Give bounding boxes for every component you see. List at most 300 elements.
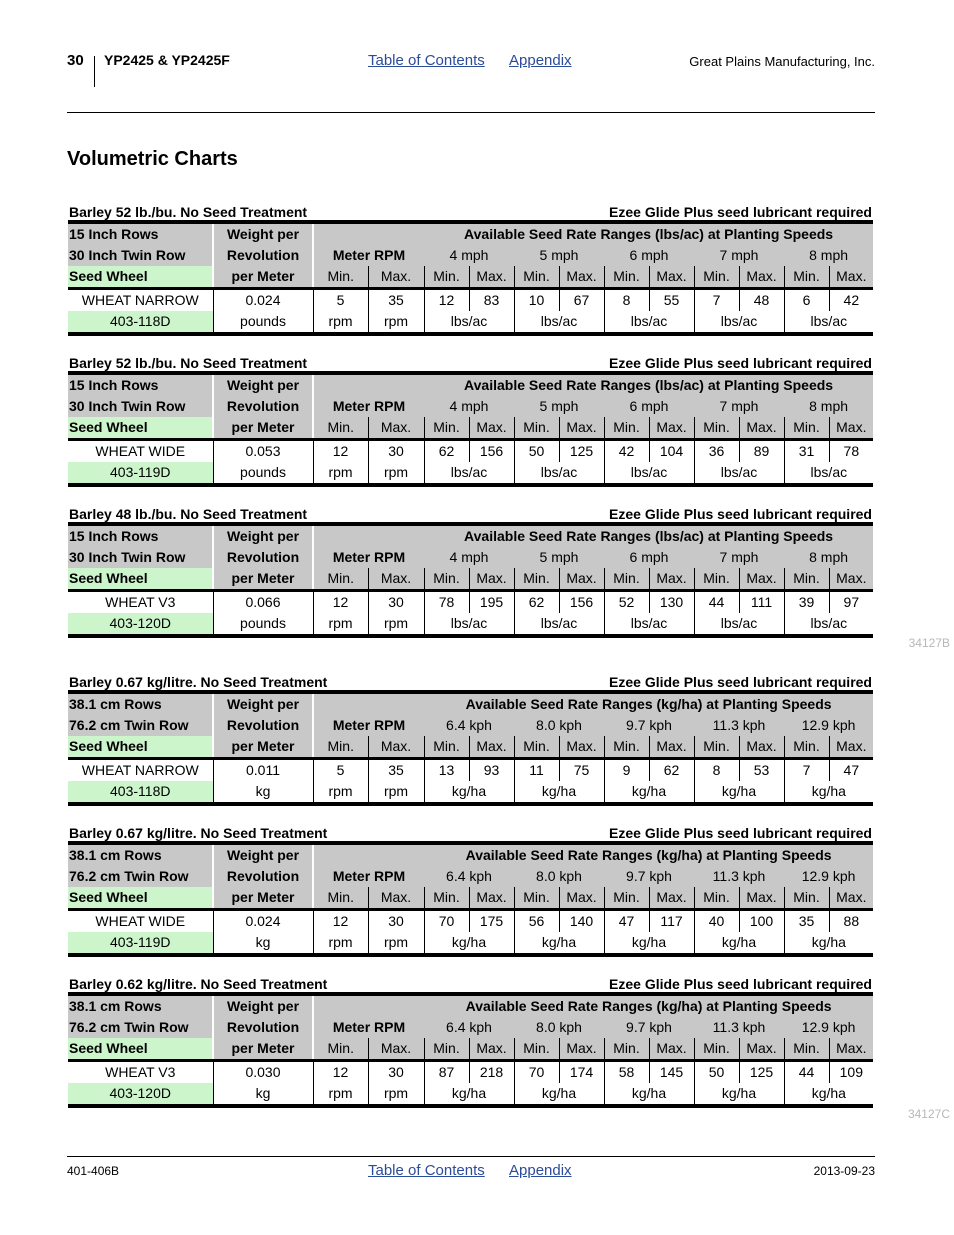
rate-max: 117 — [649, 910, 694, 933]
seed-wheel-label: Seed Wheel — [68, 417, 213, 440]
min-label: Min. — [514, 1038, 559, 1061]
min-label: Min. — [514, 266, 559, 289]
rate-min: 62 — [514, 591, 559, 614]
rate-max: 100 — [739, 910, 784, 933]
weight-value: 0.066 — [213, 591, 313, 614]
rate-max: 218 — [469, 1061, 514, 1084]
lubricant-note: Ezee Glide Plus seed lubricant required — [609, 976, 872, 992]
speed-label: 4 mph — [424, 396, 514, 417]
max-label: Max. — [469, 736, 514, 759]
rate-max: 47 — [843, 762, 860, 778]
seed-wheel-name: WHEAT WIDE — [68, 440, 213, 463]
rate-min: 11 — [514, 759, 559, 782]
header-row-2 — [68, 866, 873, 887]
rate-unit: lbs/ac — [604, 613, 694, 636]
weight-value: 0.024 — [213, 910, 313, 933]
seed-rate-table — [68, 371, 873, 487]
max-label: Max. — [469, 417, 514, 440]
header-divider — [94, 56, 95, 87]
max-label: Max. — [368, 266, 424, 289]
chart-title: Barley 0.62 kg/litre. No Seed Treatment — [69, 976, 328, 992]
weight-unit: kg — [213, 1083, 313, 1106]
speed-label: 12.9 kph — [784, 1017, 873, 1038]
header-row-3 — [68, 266, 873, 289]
seed-wheel-part-number: 403-120D — [68, 1083, 213, 1106]
seed-wheel-label: Seed Wheel — [68, 266, 213, 289]
rate-max: 125 — [559, 440, 604, 463]
rpm-unit: rpm — [368, 462, 424, 485]
header-row-3 — [68, 736, 873, 759]
seed-rate-table — [68, 522, 873, 638]
seed-rate-chart — [68, 354, 873, 487]
rate-max: 55 — [649, 289, 694, 312]
max-label: Max. — [469, 887, 514, 910]
max-label: Max. — [739, 1038, 784, 1061]
rpm-unit: rpm — [368, 613, 424, 636]
seed-rate-ranges-label: Available Seed Rate Ranges (lbs/ac) at Planting Speeds — [424, 524, 873, 547]
chart-title: Barley 52 lb./bu. No Seed Treatment — [69, 204, 308, 220]
weight-value: 0.030 — [213, 1061, 313, 1084]
weight-label-line-2: Revolution — [213, 866, 313, 887]
speed-label: 8 mph — [784, 547, 873, 568]
max-label: Max. — [368, 736, 424, 759]
speed-label: 6 mph — [604, 547, 694, 568]
rpm-min: 5 — [313, 289, 368, 312]
meter-rpm-label: Meter RPM — [313, 396, 424, 417]
units-row — [68, 613, 873, 636]
rate-max: 67 — [559, 289, 604, 312]
speed-label: 4 mph — [424, 245, 514, 266]
min-label: Min. — [313, 736, 368, 759]
appendix-link[interactable]: Appendix — [509, 52, 572, 69]
max-label: Max. — [469, 1038, 514, 1061]
weight-unit: kg — [213, 932, 313, 955]
speed-label: 6.4 kph — [424, 1017, 514, 1038]
rows-label: 15 Inch Rows — [68, 222, 213, 245]
table-row — [68, 910, 873, 933]
twin-row-label: 76.2 cm Twin Row — [68, 866, 213, 887]
min-label: Min. — [784, 568, 829, 591]
seed-wheel-part-number: 403-119D — [68, 932, 213, 955]
seed-wheel-part-number: 403-119D — [68, 462, 213, 485]
seed-wheel-name: WHEAT V3 — [68, 1061, 213, 1084]
weight-label-line-2: Revolution — [213, 547, 313, 568]
lubricant-note: Ezee Glide Plus seed lubricant required — [609, 825, 872, 841]
seed-rate-chart — [68, 824, 873, 957]
seed-rate-chart — [68, 203, 873, 336]
rate-unit: lbs/ac — [810, 313, 848, 329]
rate-min: 50 — [694, 1061, 739, 1084]
weight-value: 0.011 — [213, 759, 313, 782]
speed-label: 6 mph — [604, 245, 694, 266]
speed-label: 8 mph — [784, 245, 873, 266]
table-row — [68, 289, 873, 312]
seed-rate-ranges-label: Available Seed Rate Ranges (lbs/ac) at Planting Speeds — [424, 222, 873, 245]
rate-min: 9 — [604, 759, 649, 782]
speed-label: 5 mph — [514, 396, 604, 417]
min-label: Min. — [784, 417, 829, 440]
twin-row-label: 30 Inch Twin Row — [68, 245, 213, 266]
chart-header — [68, 203, 873, 220]
weight-label-line-1: Weight per — [213, 843, 313, 866]
rate-unit: kg/ha — [811, 934, 846, 950]
table-row — [68, 1061, 873, 1084]
rate-min: 42 — [604, 440, 649, 463]
weight-label-line-3: per Meter — [213, 1038, 313, 1061]
weight-label-line-1: Weight per — [213, 994, 313, 1017]
min-label: Min. — [604, 417, 649, 440]
weight-label-line-3: per Meter — [213, 266, 313, 289]
speed-label: 8.0 kph — [514, 1017, 604, 1038]
meter-rpm-header-blank — [313, 222, 424, 245]
weight-label-line-2: Revolution — [213, 396, 313, 417]
header-row-3 — [68, 1038, 873, 1061]
max-label: Max. — [368, 887, 424, 910]
meter-rpm-label: Meter RPM — [313, 715, 424, 736]
max-label: Max. — [649, 568, 694, 591]
rpm-min: 12 — [313, 910, 368, 933]
rate-unit: kg/ha — [811, 783, 846, 799]
speed-label: 7 mph — [694, 245, 784, 266]
figure-code: 34127B — [908, 636, 950, 650]
seed-wheel-label: Seed Wheel — [68, 887, 213, 910]
weight-value: 0.024 — [213, 289, 313, 312]
seed-rate-chart — [68, 673, 873, 806]
chart-title: Barley 0.67 kg/litre. No Seed Treatment — [69, 825, 328, 841]
rate-unit: kg/ha — [604, 1083, 694, 1106]
rate-min: 70 — [424, 910, 469, 933]
rate-min: 8 — [604, 289, 649, 312]
figure-code: 34127C — [907, 1107, 950, 1121]
header-row-3 — [68, 568, 873, 591]
speed-label: 6.4 kph — [424, 866, 514, 887]
chart-header — [68, 505, 873, 522]
min-label: Min. — [694, 417, 739, 440]
rpm-unit: rpm — [368, 932, 424, 955]
min-label: Min. — [694, 568, 739, 591]
weight-unit: pounds — [213, 613, 313, 636]
seed-wheel-name: WHEAT V3 — [68, 591, 213, 614]
units-row — [68, 932, 873, 955]
max-label: Max. — [368, 568, 424, 591]
max-label: Max. — [829, 568, 873, 591]
min-label: Min. — [694, 887, 739, 910]
min-label: Min. — [424, 1038, 469, 1061]
rate-max: 104 — [649, 440, 694, 463]
min-label: Min. — [694, 1038, 739, 1061]
header-rule — [67, 112, 875, 113]
meter-rpm-label: Meter RPM — [313, 547, 424, 568]
max-label: Max. — [649, 736, 694, 759]
rpm-unit: rpm — [368, 1083, 424, 1106]
header-row-1 — [68, 373, 873, 396]
rpm-max: 35 — [368, 759, 424, 782]
max-label: Max. — [739, 266, 784, 289]
rows-label: 38.1 cm Rows — [68, 692, 213, 715]
header-row-1 — [68, 994, 873, 1017]
seed-rate-table — [68, 841, 873, 957]
appendix-link[interactable]: Appendix — [509, 1162, 572, 1179]
meter-rpm-header-blank — [313, 994, 424, 1017]
speed-label: 11.3 kph — [694, 1017, 784, 1038]
min-label: Min. — [313, 568, 368, 591]
rate-max: 156 — [559, 591, 604, 614]
rate-unit: kg/ha — [604, 781, 694, 804]
seed-wheel-name: WHEAT WIDE — [68, 910, 213, 933]
max-label: Max. — [559, 1038, 604, 1061]
rate-unit: lbs/ac — [810, 615, 848, 631]
rpm-min: 5 — [313, 759, 368, 782]
weight-label-line-2: Revolution — [213, 245, 313, 266]
rate-unit: lbs/ac — [514, 311, 604, 334]
rate-min: 13 — [424, 759, 469, 782]
rate-min: 39 — [784, 591, 829, 614]
rate-min: 36 — [694, 440, 739, 463]
speed-label: 7 mph — [694, 396, 784, 417]
min-label: Min. — [784, 736, 829, 759]
rate-unit: lbs/ac — [810, 464, 848, 480]
twin-row-label: 76.2 cm Twin Row — [68, 1017, 213, 1038]
max-label: Max. — [739, 417, 784, 440]
max-label: Max. — [559, 736, 604, 759]
seed-wheel-name: WHEAT NARROW — [68, 759, 213, 782]
chart-header — [68, 673, 873, 690]
rate-max: 195 — [469, 591, 514, 614]
lubricant-note: Ezee Glide Plus seed lubricant required — [609, 355, 872, 371]
rate-unit: kg/ha — [514, 1083, 604, 1106]
twin-row-label: 30 Inch Twin Row — [68, 547, 213, 568]
min-label: Min. — [784, 266, 829, 289]
min-label: Min. — [313, 887, 368, 910]
rate-max: 140 — [559, 910, 604, 933]
meter-rpm-header-blank — [313, 843, 424, 866]
rate-max: 78 — [843, 443, 860, 459]
speed-label: 8.0 kph — [514, 866, 604, 887]
speed-label: 5 mph — [514, 547, 604, 568]
table-row — [68, 440, 873, 463]
lubricant-note: Ezee Glide Plus seed lubricant required — [609, 674, 872, 690]
min-label: Min. — [514, 417, 559, 440]
weight-label-line-3: per Meter — [213, 568, 313, 591]
min-label: Min. — [604, 266, 649, 289]
meter-rpm-label: Meter RPM — [313, 245, 424, 266]
rate-max: 42 — [843, 292, 860, 308]
rate-unit: kg/ha — [424, 932, 514, 955]
rpm-min: 12 — [313, 1061, 368, 1084]
rate-max: 83 — [469, 289, 514, 312]
header-row-3 — [68, 887, 873, 910]
min-label: Min. — [424, 736, 469, 759]
min-label: Min. — [313, 266, 368, 289]
rate-min: 12 — [424, 289, 469, 312]
speed-label: 12.9 kph — [784, 715, 873, 736]
rate-min: 35 — [784, 910, 829, 933]
speed-label: 12.9 kph — [784, 866, 873, 887]
seed-rate-chart — [68, 505, 873, 638]
seed-wheel-label: Seed Wheel — [68, 1038, 213, 1061]
weight-label-line-1: Weight per — [213, 692, 313, 715]
rate-max: 97 — [843, 594, 860, 610]
rate-max: 89 — [739, 440, 784, 463]
rate-max: 145 — [649, 1061, 694, 1084]
chart-title: Barley 48 lb./bu. No Seed Treatment — [69, 506, 308, 522]
max-label: Max. — [829, 1038, 873, 1061]
weight-label-line-1: Weight per — [213, 222, 313, 245]
page-footer — [67, 1162, 875, 1186]
min-label: Min. — [313, 1038, 368, 1061]
seed-rate-table — [68, 992, 873, 1108]
rate-unit: lbs/ac — [424, 462, 514, 485]
max-label: Max. — [649, 887, 694, 910]
rpm-min: 12 — [313, 591, 368, 614]
min-label: Min. — [604, 887, 649, 910]
weight-label-line-2: Revolution — [213, 715, 313, 736]
rpm-unit: rpm — [313, 311, 368, 334]
publish-date: 2013-09-23 — [813, 1164, 875, 1178]
seed-wheel-name: WHEAT NARROW — [68, 289, 213, 312]
header-row-1 — [68, 222, 873, 245]
speed-label: 8 mph — [784, 396, 873, 417]
seed-wheel-part-number: 403-120D — [68, 613, 213, 636]
seed-rate-chart — [68, 975, 873, 1108]
seed-rate-table — [68, 690, 873, 806]
rows-label: 38.1 cm Rows — [68, 994, 213, 1017]
max-label: Max. — [469, 568, 514, 591]
header-row-2 — [68, 396, 873, 417]
max-label: Max. — [649, 417, 694, 440]
min-label: Min. — [424, 887, 469, 910]
rate-unit: kg/ha — [694, 1083, 784, 1106]
min-label: Min. — [604, 1038, 649, 1061]
chart-header — [68, 824, 873, 841]
seed-rate-ranges-label: Available Seed Rate Ranges (kg/ha) at Planting Speeds — [424, 692, 873, 715]
rate-unit: lbs/ac — [604, 462, 694, 485]
rpm-unit: rpm — [368, 311, 424, 334]
rate-min: 78 — [424, 591, 469, 614]
company-name: Great Plains Manufacturing, Inc. — [689, 54, 875, 69]
rate-unit: lbs/ac — [514, 462, 604, 485]
max-label: Max. — [559, 887, 604, 910]
model-name: YP2425 & YP2425F — [104, 52, 230, 68]
min-label: Min. — [313, 417, 368, 440]
header-row-2 — [68, 547, 873, 568]
seed-rate-ranges-label: Available Seed Rate Ranges (kg/ha) at Planting Speeds — [424, 843, 873, 866]
rate-unit: lbs/ac — [424, 311, 514, 334]
rate-max: 109 — [839, 1064, 863, 1080]
table-row — [68, 759, 873, 782]
meter-rpm-label: Meter RPM — [313, 1017, 424, 1038]
rate-max: 48 — [739, 289, 784, 312]
min-label: Min. — [784, 887, 829, 910]
min-label: Min. — [694, 266, 739, 289]
rpm-unit: rpm — [313, 932, 368, 955]
rpm-max: 30 — [368, 591, 424, 614]
rate-unit: lbs/ac — [514, 613, 604, 636]
speed-label: 11.3 kph — [694, 715, 784, 736]
speed-label: 8.0 kph — [514, 715, 604, 736]
rate-min: 44 — [694, 591, 739, 614]
speed-label: 6.4 kph — [424, 715, 514, 736]
speed-label: 9.7 kph — [604, 715, 694, 736]
seed-rate-table — [68, 220, 873, 336]
speed-label: 7 mph — [694, 547, 784, 568]
chart-header — [68, 975, 873, 992]
chart-title: Barley 52 lb./bu. No Seed Treatment — [69, 355, 308, 371]
meter-rpm-header-blank — [313, 692, 424, 715]
rate-unit: lbs/ac — [424, 613, 514, 636]
rate-min: 7 — [784, 759, 829, 782]
rpm-unit: rpm — [368, 781, 424, 804]
rate-min: 10 — [514, 289, 559, 312]
seed-wheel-part-number: 403-118D — [68, 781, 213, 804]
max-label: Max. — [739, 736, 784, 759]
max-label: Max. — [368, 1038, 424, 1061]
lubricant-note: Ezee Glide Plus seed lubricant required — [609, 506, 872, 522]
meter-rpm-label: Meter RPM — [313, 866, 424, 887]
rate-max: 156 — [469, 440, 514, 463]
min-label: Min. — [424, 266, 469, 289]
page-number: 30 — [67, 52, 84, 69]
min-label: Min. — [424, 568, 469, 591]
rate-unit: kg/ha — [424, 1083, 514, 1106]
rate-min: 62 — [424, 440, 469, 463]
max-label: Max. — [829, 266, 873, 289]
rpm-unit: rpm — [313, 1083, 368, 1106]
rate-min: 52 — [604, 591, 649, 614]
max-label: Max. — [829, 417, 873, 440]
rate-unit: kg/ha — [604, 932, 694, 955]
table-row — [68, 591, 873, 614]
max-label: Max. — [829, 736, 873, 759]
min-label: Min. — [514, 887, 559, 910]
toc-link[interactable]: Table of Contents — [368, 52, 485, 69]
meter-rpm-header-blank — [313, 524, 424, 547]
rpm-max: 35 — [368, 289, 424, 312]
units-row — [68, 1083, 873, 1106]
footer-rule — [67, 1156, 875, 1157]
rate-unit: lbs/ac — [604, 311, 694, 334]
header-row-1 — [68, 843, 873, 866]
max-label: Max. — [739, 887, 784, 910]
rate-max: 125 — [739, 1061, 784, 1084]
weight-unit: pounds — [213, 311, 313, 334]
toc-link[interactable]: Table of Contents — [368, 1162, 485, 1179]
rate-max: 175 — [469, 910, 514, 933]
seed-wheel-label: Seed Wheel — [68, 568, 213, 591]
max-label: Max. — [649, 1038, 694, 1061]
weight-label-line-1: Weight per — [213, 524, 313, 547]
weight-label-line-3: per Meter — [213, 736, 313, 759]
rate-max: 93 — [469, 759, 514, 782]
rate-unit: kg/ha — [424, 781, 514, 804]
rate-min: 6 — [784, 289, 829, 312]
speed-label: 4 mph — [424, 547, 514, 568]
rate-max: 174 — [559, 1061, 604, 1084]
units-row — [68, 311, 873, 334]
header-row-1 — [68, 692, 873, 715]
header-row-1 — [68, 524, 873, 547]
seed-rate-ranges-label: Available Seed Rate Ranges (kg/ha) at Planting Speeds — [424, 994, 873, 1017]
rate-unit: lbs/ac — [694, 311, 784, 334]
max-label: Max. — [368, 417, 424, 440]
rows-label: 38.1 cm Rows — [68, 843, 213, 866]
weight-value: 0.053 — [213, 440, 313, 463]
rate-max: 75 — [559, 759, 604, 782]
units-row — [68, 462, 873, 485]
seed-wheel-label: Seed Wheel — [68, 736, 213, 759]
units-row — [68, 781, 873, 804]
rate-min: 47 — [604, 910, 649, 933]
